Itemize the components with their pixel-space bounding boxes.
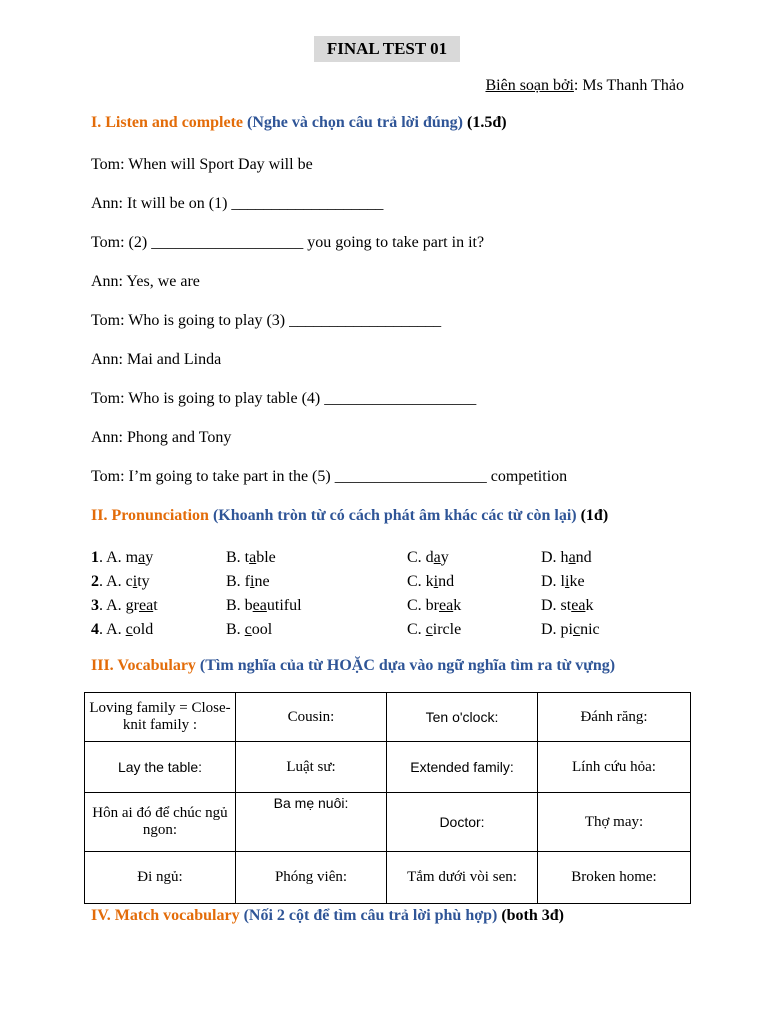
table-row bbox=[85, 742, 691, 793]
section-3-title: III. Vocabulary bbox=[91, 657, 196, 674]
section-2-heading bbox=[91, 507, 608, 525]
table-cell: Lay the table: bbox=[85, 742, 236, 793]
section-3-heading bbox=[91, 657, 615, 675]
table-cell: Cousin: bbox=[236, 693, 387, 742]
table-cell: Thợ may: bbox=[538, 793, 691, 852]
dialogue-line: Tom: Who is going to play (3) ___________________ bbox=[91, 312, 442, 329]
option-b: B. table bbox=[226, 549, 276, 566]
option-a: 2. A. city bbox=[91, 573, 150, 590]
section-1-note: (Nghe và chọn câu trả lời đúng) bbox=[247, 114, 463, 131]
vocabulary-table bbox=[84, 692, 691, 904]
option-d: D. like bbox=[541, 573, 585, 590]
section-1-heading bbox=[91, 114, 507, 132]
section-1-points: (1.5đ) bbox=[466, 114, 507, 131]
table-row bbox=[85, 693, 691, 742]
section-3-note: (Tìm nghĩa của từ HOẶC dựa vào ngữ nghĩa tìm ra từ vựng) bbox=[199, 657, 616, 674]
option-c: C. circle bbox=[407, 621, 462, 638]
pronunciation-row bbox=[91, 549, 711, 573]
section-4-note: (Nối 2 cột để tìm câu trả lời phù hợp) bbox=[243, 907, 498, 924]
section-4-heading bbox=[91, 907, 564, 925]
option-b: B. fine bbox=[226, 573, 270, 590]
author-label: Biên soạn bởi bbox=[485, 77, 574, 94]
table-cell: Luật sư: bbox=[236, 742, 387, 793]
table-row bbox=[85, 852, 691, 904]
option-b: B. beautiful bbox=[226, 597, 302, 614]
dialogue-line: Tom: I’m going to take part in the (5) ___________________ competition bbox=[91, 468, 568, 485]
pronunciation-row bbox=[91, 597, 711, 621]
table-cell: Broken home: bbox=[538, 852, 691, 904]
dialogue-line: Tom: Who is going to play table (4) ___________________ bbox=[91, 390, 477, 407]
pronunciation-row bbox=[91, 621, 711, 645]
author-line bbox=[485, 77, 684, 95]
dialogue-line: Ann: Mai and Linda bbox=[91, 351, 222, 368]
dialogue-line: Tom: When will Sport Day will be bbox=[91, 156, 313, 173]
section-4-title: IV. Match vocabulary bbox=[91, 907, 240, 924]
table-cell: Extended family: bbox=[387, 742, 538, 793]
table-cell: Hôn ai đó để chúc ngủ ngon: bbox=[85, 793, 236, 852]
table-cell: Ten o'clock: bbox=[387, 693, 538, 742]
table-cell: Tắm dưới vòi sen: bbox=[387, 852, 538, 904]
section-1-title: I. Listen and complete bbox=[91, 114, 243, 131]
pronunciation-list bbox=[91, 549, 711, 645]
option-d: D. picnic bbox=[541, 621, 600, 638]
dialogue-line: Ann: Phong and Tony bbox=[91, 429, 232, 446]
section-2-title: II. Pronunciation bbox=[91, 507, 209, 524]
dialogue-line: Tom: (2) ___________________ you going to take part in it? bbox=[91, 234, 485, 251]
option-a: 3. A. great bbox=[91, 597, 158, 614]
pronunciation-row bbox=[91, 573, 711, 597]
table-cell: Doctor: bbox=[387, 793, 538, 852]
section-2-points: (1đ) bbox=[580, 507, 609, 524]
table-cell: Loving family = Close-knit family : bbox=[85, 693, 236, 742]
option-a: 1. A. may bbox=[91, 549, 154, 566]
option-c: C. break bbox=[407, 597, 462, 614]
dialogue-line: Ann: Yes, we are bbox=[91, 273, 200, 290]
option-b: B. cool bbox=[226, 621, 273, 638]
option-d: D. steak bbox=[541, 597, 594, 614]
section-2-note: (Khoanh tròn từ có cách phát âm khác các từ còn lại) bbox=[212, 507, 577, 524]
option-d: D. hand bbox=[541, 549, 592, 566]
table-cell: Lính cứu hỏa: bbox=[538, 742, 691, 793]
table-cell: Phóng viên: bbox=[236, 852, 387, 904]
author-name: : Ms Thanh Thảo bbox=[573, 77, 684, 94]
option-a: 4. A. cold bbox=[91, 621, 154, 638]
table-cell: Ba mẹ nuôi: bbox=[236, 793, 387, 852]
option-c: C. day bbox=[407, 549, 449, 566]
table-cell: Đánh răng: bbox=[538, 693, 691, 742]
table-cell: Đi ngủ: bbox=[85, 852, 236, 904]
section-4-points: (both 3đ) bbox=[501, 907, 564, 924]
page-title: FINAL TEST 01 bbox=[314, 36, 460, 62]
option-c: C. kind bbox=[407, 573, 455, 590]
table-row bbox=[85, 793, 691, 852]
dialogue-line: Ann: It will be on (1) ___________________ bbox=[91, 195, 384, 212]
